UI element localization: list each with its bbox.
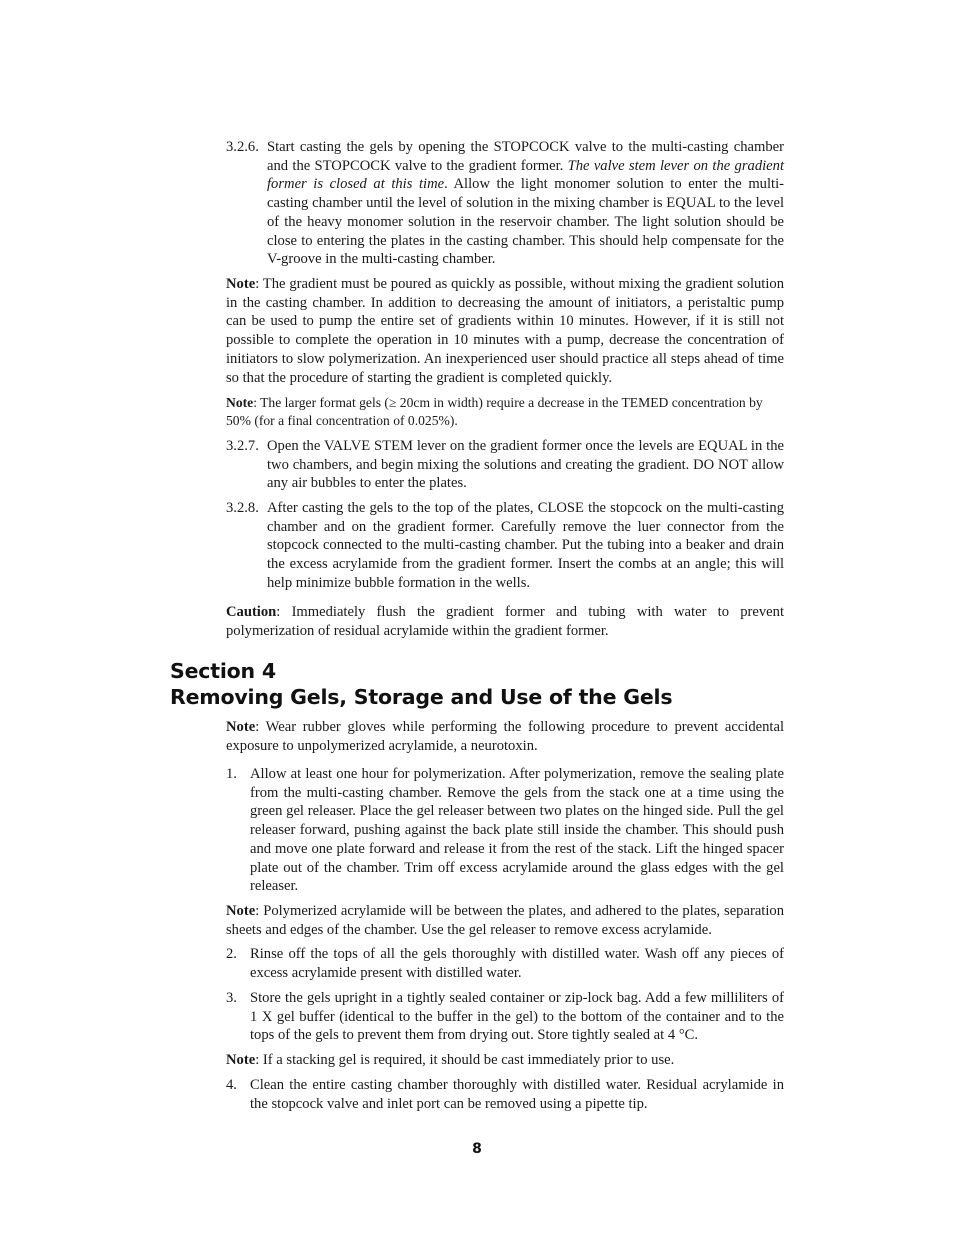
step-text: After casting the gels to the top of the plates, CLOSE the stopcock on the multi-casting chamber and on the gradient former. Carefully remove the luer connector from the stopcock connected to the multi-casting chamber. Put the tubing into a beaker and drain the excess acrylamide from the gradient former. Insert the combs at an angle; this will help minimize bubble formation in the wells. (267, 500, 784, 591)
item-text: Allow at least one hour for polymerization. After polymerization, remove the sealing plate from the multi-casting chamber. Remove the gels from the stack one at a time using the green gel releaser. Place the gel releaser between two plates on the hinged side. Pull the gel releaser forward, pushing against the back plate still inside the chamber. This should push and move one plate forward and release it from the rest of the stack. Lift the hinged spacer plate out of the chamber. Trim off excess acrylamide around the glass edges with the gel releaser. (250, 766, 784, 895)
note-gradient (226, 275, 784, 387)
note-gloves (226, 718, 784, 755)
step-text: Open the VALVE STEM lever on the gradient former once the levels are EQUAL in the two chambers, and begin mixing the solutions and creating the gradient. DO NOT allow any air bubbles to enter the plates. (267, 438, 784, 492)
list-item-3 (226, 989, 784, 1045)
step-number: 3.2.6. (226, 139, 259, 155)
note-text: : Wear rubber gloves while performing the following procedure to prevent accidental exposure to unpolymerized acrylamide, a neurotoxin. (226, 719, 784, 754)
section-title: Removing Gels, Storage and Use of the Gels (170, 685, 673, 709)
step-number: 3.2.7. (226, 438, 259, 454)
item-text: Clean the entire casting chamber thoroughly with distilled water. Residual acrylamide in the stopcock valve and inlet port can be removed using a pipette tip. (250, 1077, 784, 1112)
page-number: 8 (472, 1141, 482, 1157)
step-number: 3.2.8. (226, 500, 259, 516)
note-label: Note (226, 903, 256, 919)
item-text: Rinse off the tops of all the gels thoroughly with distilled water. Wash off any pieces of excess acrylamide present with distilled water. (250, 946, 784, 981)
note-text: : If a stacking gel is required, it should be cast immediately prior to use. (255, 1052, 675, 1068)
note-polymerized (226, 902, 784, 939)
list-item-2 (226, 945, 784, 982)
list-item-4 (226, 1076, 784, 1113)
note-text: : The gradient must be poured as quickly as possible, without mixing the gradient solution in the casting chamber. In addition to decreasing the amount of initiators, a peristaltic pump can be used to pump the entire set of gradients within 10 minutes. However, if it is still not possible to complete the operation in 10 minutes with a pump, decrease the concentration of initiators to slow polymerization. An inexperienced user should practice all steps ahead of time so that the procedure of starting the gradient is completed quickly. (226, 276, 784, 386)
list-item-1 (226, 765, 784, 896)
section-number: Section 4 (170, 659, 276, 683)
note-text: : The larger format gels (≥ 20cm in width) require a decrease in the TEMED concentration by 50% (for a final concentration of 0.025%). (226, 395, 763, 429)
note-label: Note (226, 719, 256, 735)
caution-text: : Immediately flush the gradient former and tubing with water to prevent polymerization of residual acrylamide within the gradient former. (226, 604, 784, 639)
item-text: Store the gels upright in a tightly sealed container or zip-lock bag. Add a few milliliters of 1 X gel buffer (identical to the buffer in the gel) to the bottom of the container and to the tops of the gels to prevent them from drying out. Store tightly sealed at 4 °C. (250, 990, 784, 1044)
step-text: Start casting the gels by opening the STOPCOCK valve to the multi-casting chamber and the STOPCOCK valve to the gradient former. The valve stem lever on the gradient former is closed at this time. Allow the light monomer solution to enter the multi-casting chamber until the level of solution in the mixing chamber is EQUAL to the level of the heavy monomer solution in the reservoir chamber. The light solution should be close to entering the plates in the casting chamber. This should help compensate for the V-groove in the multi-casting chamber. (267, 139, 785, 268)
note-text: : Polymerized acrylamide will be between the plates, and adhered to the plates, separation sheets and edges of the chamber. Use the gel releaser to remove excess acrylamide. (226, 903, 784, 938)
step-3-2-7 (226, 437, 784, 493)
italic-emphasis: The valve stem lever on the gradient former is closed at this time (267, 157, 785, 193)
step-3-2-8 (226, 499, 784, 593)
section-heading (170, 658, 672, 710)
step-3-2-6 (226, 138, 784, 269)
note-large-format (226, 394, 784, 431)
note-label: Note (226, 276, 256, 292)
item-number: 4. (226, 1077, 237, 1093)
item-number: 2. (226, 946, 237, 962)
caution-label: Caution (226, 604, 277, 620)
caution-note (226, 603, 784, 640)
item-number: 3. (226, 990, 237, 1006)
item-number: 1. (226, 766, 237, 782)
note-stacking (226, 1051, 784, 1070)
note-label: Note (226, 1052, 256, 1068)
note-label: Note (226, 395, 254, 410)
